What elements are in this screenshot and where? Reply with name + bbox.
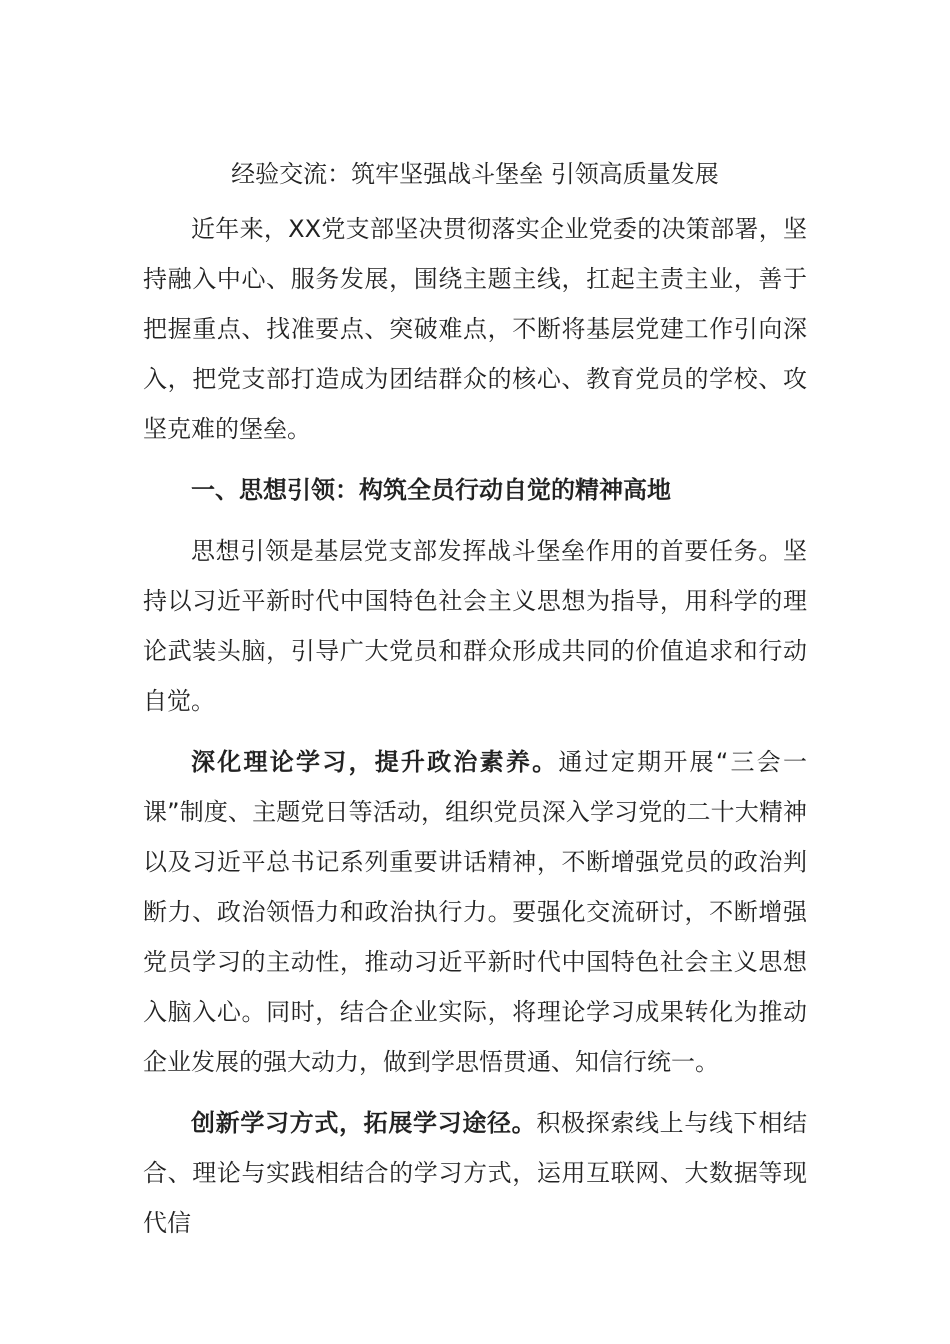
intro-paragraph: 近年来，XX党支部坚决贯彻落实企业党委的决策部署，坚持融入中心、服务发展，围绕主题主线，扛起主责主业，善于把握重点、找准要点、突破难点，不断将基层党建工作引向深入，把党支部打造成为团结群众的核心、教育党员的学校、攻坚克难的堡垒。 [143, 215, 807, 443]
document-title: 经验交流：筑牢坚强战斗堡垒 引领高质量发展 [231, 160, 719, 188]
section-body-paragraph: 思想引领是基层党支部发挥战斗堡垒作用的首要任务。坚持以习近平新时代中国特色社会主义思想为指导，用科学的理论武装头脑，引导广大党员和群众形成共同的价值追求和行动自觉。 [143, 537, 807, 715]
point-lead-2: 创新学习方式，拓展学习途径。 [191, 1109, 537, 1137]
section-heading: 一、思想引领：构筑全员行动自觉的精神高地 [191, 476, 671, 504]
point-text-2: 积极探索线上与线下相结合、理论与实践相结合的学习方式，运用互联网、大数据等现代信 [143, 1109, 808, 1237]
point-paragraph-2 [143, 1098, 807, 1248]
point-text-1: 通过定期开展“三会一课”制度、主题党日等活动，组织党员深入学习党的二十大精神以及习近平总书记系列重要讲话精神，不断增强党员的政治判断力、政治领悟力和政治执行力。要强化交流研讨，不断增强党员学习的主动性，推动习近平新时代中国特色社会主义思想入脑入心。同时，结合企业实际，将理论学习成果转化为推动企业发展的强大动力，做到学思悟贯通、知信行统一。 [143, 748, 808, 1076]
point-lead-1: 深化理论学习，提升政治素养。 [191, 748, 559, 776]
document-body [143, 153, 807, 1259]
point-paragraph-1 [143, 737, 807, 1087]
